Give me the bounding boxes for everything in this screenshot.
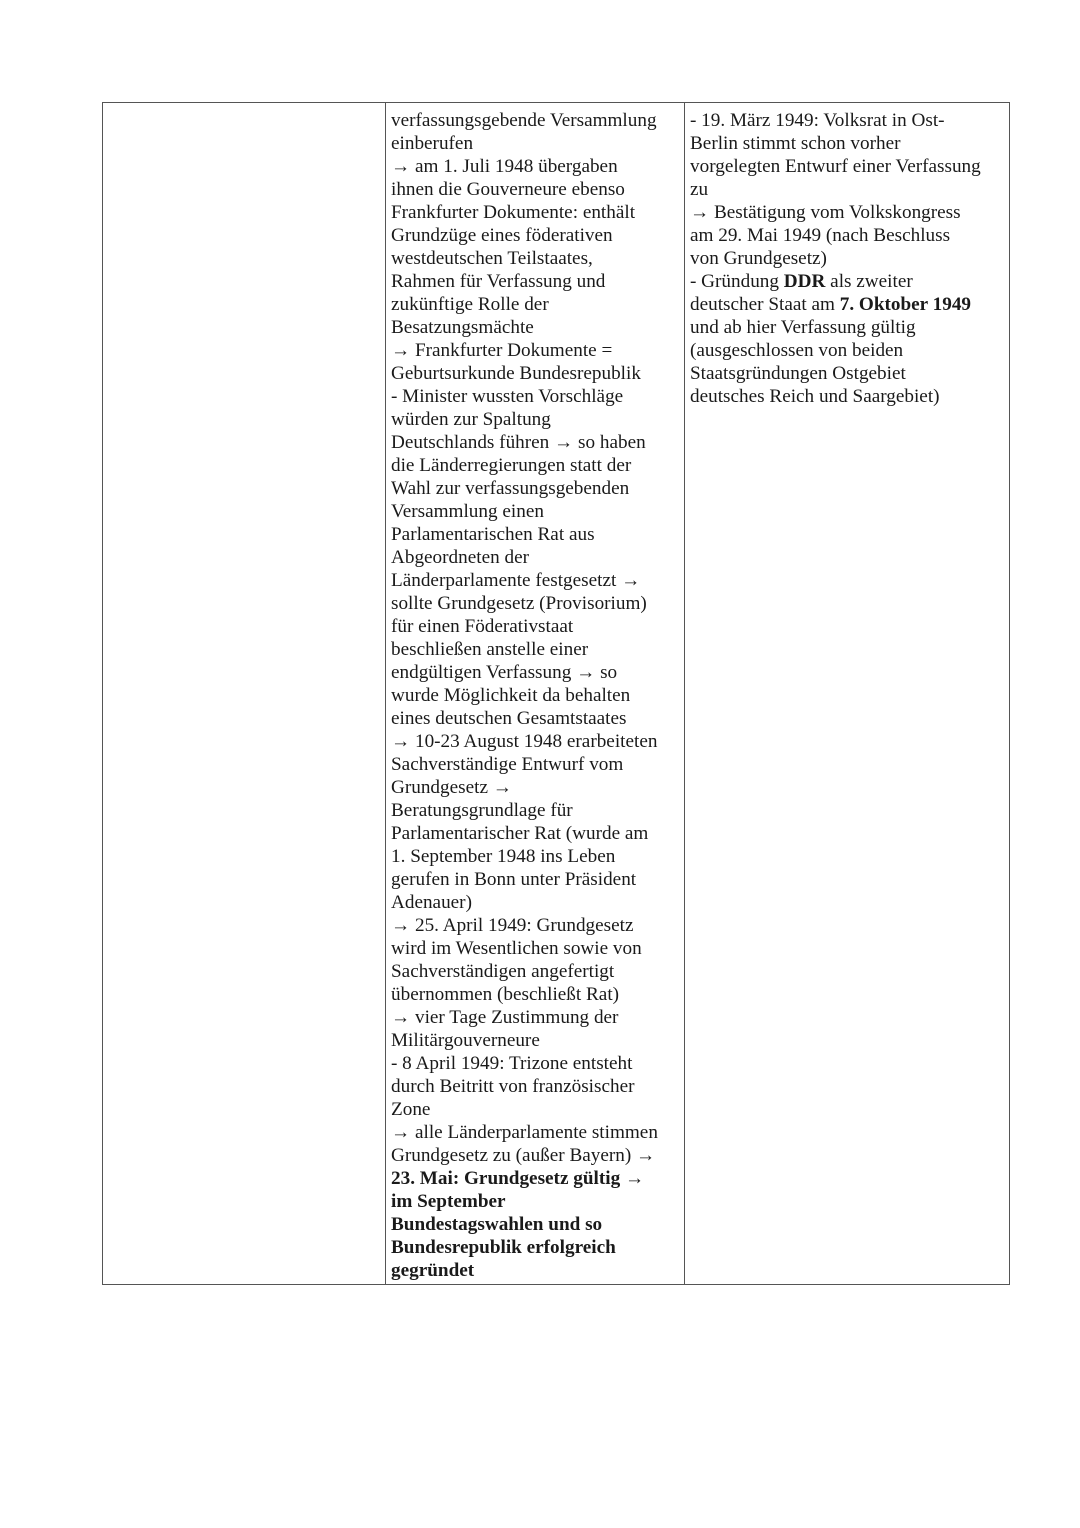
text-segment: einberufen xyxy=(391,133,474,154)
text-segment: gerufen in Bonn unter Präsident xyxy=(391,869,637,890)
text-segment: Berlin stimmt schon vorher xyxy=(690,133,901,154)
text-line xyxy=(391,638,680,661)
text-segment: am 29. Mai 1949 (nach Beschluss xyxy=(690,225,951,246)
text-line xyxy=(690,201,1005,224)
text-line xyxy=(391,661,680,684)
text-segment: wird im Wesentlichen sowie von xyxy=(391,938,642,959)
text-segment: Grundzüge eines föderativen xyxy=(391,225,613,246)
text-segment: Besatzungsmächte xyxy=(391,317,534,338)
cell-text xyxy=(391,109,680,1282)
text-line xyxy=(391,1006,680,1029)
text-line xyxy=(391,845,680,868)
text-line xyxy=(391,914,680,937)
text-line xyxy=(391,362,680,385)
text-line xyxy=(391,753,680,776)
text-line xyxy=(690,224,1005,247)
text-line xyxy=(391,1029,680,1052)
table-cell-bundesrepublik xyxy=(386,103,685,1285)
text-segment: ihnen die Gouverneure ebenso xyxy=(391,179,625,200)
text-line xyxy=(690,339,1005,362)
text-line xyxy=(391,1167,680,1190)
text-line xyxy=(391,1052,680,1075)
text-line xyxy=(391,408,680,431)
text-segment: Sachverständigen angefertigt xyxy=(391,961,615,982)
text-line xyxy=(690,362,1005,385)
text-line xyxy=(391,454,680,477)
text-segment: Grundgesetz → xyxy=(391,777,512,798)
text-segment: zu xyxy=(690,179,709,200)
text-line xyxy=(391,155,680,178)
text-segment: → 25. April 1949: Grundgesetz xyxy=(391,915,634,936)
text-line xyxy=(391,178,680,201)
text-segment: Geburtsurkunde Bundesrepublik xyxy=(391,363,641,384)
text-line xyxy=(391,224,680,247)
text-line xyxy=(391,730,680,753)
text-line xyxy=(391,592,680,615)
text-line xyxy=(391,316,680,339)
text-line xyxy=(391,615,680,638)
text-line xyxy=(391,1236,680,1259)
text-line xyxy=(391,776,680,799)
text-line xyxy=(391,822,680,845)
text-line xyxy=(391,1144,680,1167)
text-line xyxy=(391,132,680,155)
text-segment: Beratungsgrundlage für xyxy=(391,800,573,821)
text-segment: Parlamentarischer Rat (wurde am xyxy=(391,823,649,844)
text-line xyxy=(690,155,1005,178)
text-line xyxy=(391,293,680,316)
table-cell-ddr xyxy=(685,103,1010,1285)
text-line xyxy=(690,178,1005,201)
text-line xyxy=(391,1098,680,1121)
text-segment: deutsches Reich und Saargebiet) xyxy=(690,386,940,407)
text-line xyxy=(391,684,680,707)
text-segment: beschließen anstelle einer xyxy=(391,639,589,660)
text-segment: Länderparlamente festgesetzt → xyxy=(391,570,641,591)
text-segment: und ab hier Verfassung gültig xyxy=(690,317,916,338)
text-segment: westdeutschen Teilstaates, xyxy=(391,248,593,269)
bold-text: Bundesrepublik erfolgreich xyxy=(391,1237,616,1258)
text-line xyxy=(391,523,680,546)
text-line xyxy=(391,569,680,592)
text-segment: - Minister wussten Vorschläge xyxy=(391,386,624,407)
text-segment: Staatsgründungen Ostgebiet xyxy=(690,363,906,384)
text-segment: die Länderregierungen statt der xyxy=(391,455,632,476)
text-segment: - 8 April 1949: Trizone entsteht xyxy=(391,1053,633,1074)
text-line xyxy=(690,109,1005,132)
text-segment: durch Beitritt von französischer xyxy=(391,1076,635,1097)
notes-table xyxy=(102,102,1010,1285)
bold-text: DDR xyxy=(783,271,826,292)
text-segment: Parlamentarischen Rat aus xyxy=(391,524,595,545)
text-segment: deutscher Staat am xyxy=(690,294,840,315)
text-line xyxy=(391,983,680,1006)
text-line xyxy=(391,546,680,569)
table-cell-empty xyxy=(103,103,386,1285)
text-segment: verfassungsgebende Versammlung xyxy=(391,110,657,131)
text-line xyxy=(391,109,680,132)
text-line xyxy=(391,431,680,454)
text-line xyxy=(391,500,680,523)
text-line xyxy=(391,1121,680,1144)
text-line xyxy=(690,316,1005,339)
text-segment: → Bestätigung vom Volkskongress xyxy=(690,202,961,223)
text-segment: von Grundgesetz) xyxy=(690,248,827,269)
text-segment: Grundgesetz zu (außer Bayern) → xyxy=(391,1145,656,1166)
text-segment: wurde Möglichkeit da behalten xyxy=(391,685,631,706)
text-line xyxy=(391,868,680,891)
text-line xyxy=(690,247,1005,270)
text-segment: Zone xyxy=(391,1099,431,1120)
text-segment: → 10-23 August 1948 erarbeiteten xyxy=(391,731,658,752)
text-line xyxy=(391,477,680,500)
text-segment: Deutschlands führen → so haben xyxy=(391,432,646,453)
text-line xyxy=(391,891,680,914)
text-line xyxy=(690,132,1005,155)
bold-text: gegründet xyxy=(391,1260,475,1281)
text-segment: 1. September 1948 ins Leben xyxy=(391,846,616,867)
text-line xyxy=(391,937,680,960)
text-line xyxy=(391,707,680,730)
text-line xyxy=(690,270,1005,293)
text-segment: Militärgouverneure xyxy=(391,1030,540,1051)
text-segment: für einen Föderativstaat xyxy=(391,616,574,637)
text-segment: Wahl zur verfassungsgebenden xyxy=(391,478,630,499)
text-segment: → alle Länderparlamente stimmen xyxy=(391,1122,658,1143)
cell-text xyxy=(690,109,1005,408)
text-line xyxy=(391,339,680,362)
text-segment: Rahmen für Verfassung und xyxy=(391,271,606,292)
text-line xyxy=(391,799,680,822)
text-line xyxy=(391,385,680,408)
text-segment: Versammlung einen xyxy=(391,501,544,522)
text-segment: → Frankfurter Dokumente = xyxy=(391,340,613,361)
text-segment: sollte Grundgesetz (Provisorium) xyxy=(391,593,647,614)
text-segment: → am 1. Juli 1948 übergaben xyxy=(391,156,618,177)
text-segment: Adenauer) xyxy=(391,892,472,913)
text-segment: als zweiter xyxy=(825,271,913,292)
text-line xyxy=(391,1190,680,1213)
text-segment: (ausgeschlossen von beiden xyxy=(690,340,904,361)
text-line xyxy=(690,385,1005,408)
text-line xyxy=(391,270,680,293)
text-segment: Frankfurter Dokumente: enthält xyxy=(391,202,636,223)
bold-text: 23. Mai: Grundgesetz gültig → xyxy=(391,1168,645,1189)
text-segment: vorgelegten Entwurf einer Verfassung xyxy=(690,156,981,177)
bold-text: Bundestagswahlen und so xyxy=(391,1214,603,1235)
text-line xyxy=(391,1259,680,1282)
text-segment: endgültigen Verfassung → so xyxy=(391,662,618,683)
bold-text: 7. Oktober 1949 xyxy=(839,294,972,315)
text-segment: würden zur Spaltung xyxy=(391,409,551,430)
text-segment: - Gründung xyxy=(690,271,784,292)
text-segment: - 19. März 1949: Volksrat in Ost- xyxy=(690,110,945,131)
text-line xyxy=(391,1075,680,1098)
text-segment: übernommen (beschließt Rat) xyxy=(391,984,620,1005)
text-line xyxy=(391,247,680,270)
bold-text: im September xyxy=(391,1191,506,1212)
text-line xyxy=(391,201,680,224)
text-segment: eines deutschen Gesamtstaates xyxy=(391,708,627,729)
table-row xyxy=(103,103,1010,1285)
text-line xyxy=(690,293,1005,316)
text-segment: zukünftige Rolle der xyxy=(391,294,549,315)
text-segment: Sachverständige Entwurf vom xyxy=(391,754,624,775)
text-line xyxy=(391,960,680,983)
text-segment: Abgeordneten der xyxy=(391,547,529,568)
text-line xyxy=(391,1213,680,1236)
text-segment: → vier Tage Zustimmung der xyxy=(391,1007,619,1028)
